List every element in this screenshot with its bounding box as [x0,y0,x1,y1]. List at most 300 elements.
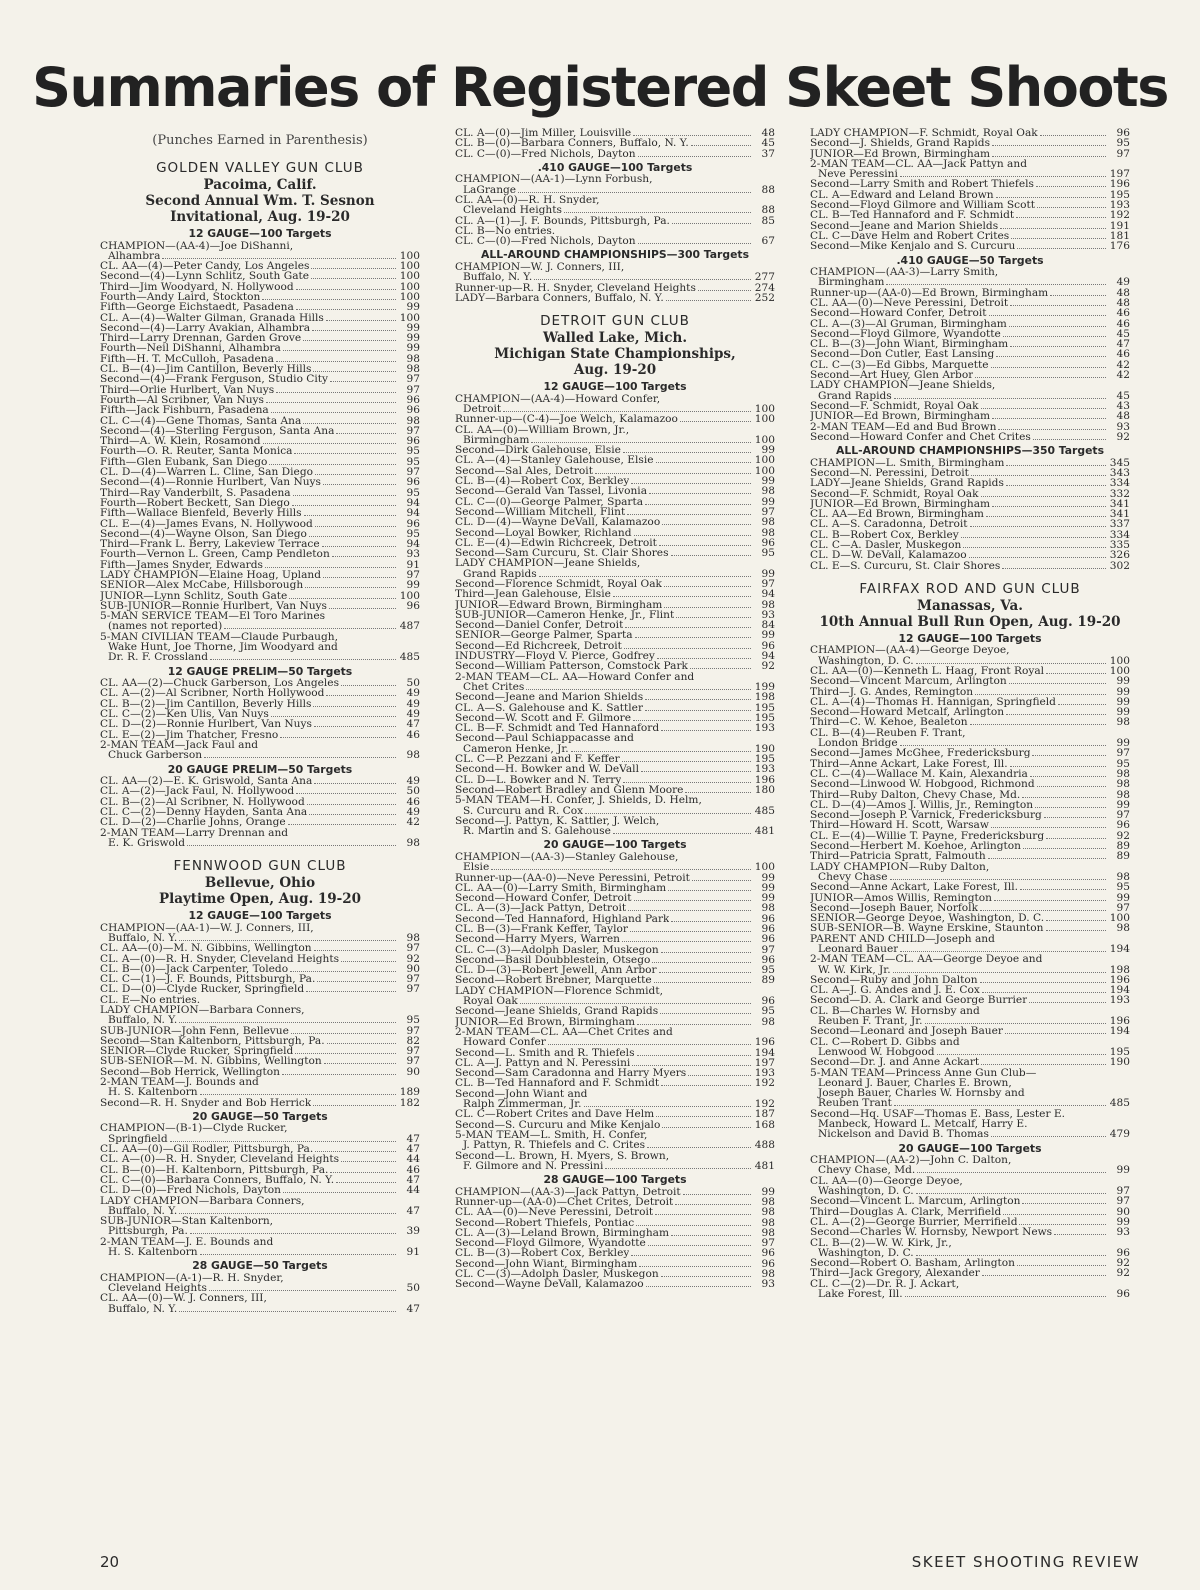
leader-dots [982,992,1106,993]
result-score: 47 [406,1173,420,1186]
result-row [100,1293,420,1303]
result-row [810,965,1130,975]
result-row [810,267,1130,277]
leader-dots [894,398,1106,399]
result-label: 2-MAN TEAM—Ed and Bud Brown [810,421,997,432]
result-row [810,360,1130,370]
leader-dots [680,421,751,422]
leader-dots [632,1065,751,1066]
result-label: CL. C—Dave Helm and Robert Crites [810,230,1010,242]
leader-dots [675,1204,751,1205]
leader-dots [975,377,1106,378]
result-row [810,985,1130,995]
result-score: 100 [754,454,775,467]
result-score: 98 [761,1226,775,1239]
leader-dots [571,751,751,752]
leader-dots [628,910,751,911]
result-score: 98 [761,902,775,915]
result-label: Washington, D. C. [818,655,914,666]
result-label: Royal Oak [463,996,518,1007]
result-score: 46 [406,1163,420,1176]
leader-dots [323,484,396,485]
result-row [100,984,420,994]
result-label: Fifth—Wallace Bienfeld, Beverly Hills [100,508,302,519]
result-score: 97 [1116,1185,1130,1198]
club-location: Manassas, Va. [917,597,1023,614]
result-row [100,251,420,261]
result-label: CL. AA—(4)—Peter Candy, Los Angeles [100,261,310,272]
result-label: CL. D—(4)—Warren L. Cline, San Diego [100,467,313,478]
leader-dots [656,462,752,463]
result-score: 485 [1109,1097,1130,1110]
leader-dots [659,545,751,546]
result-score: 181 [1109,229,1130,242]
magazine-name: SKEET SHOOTING REVIEW [911,1553,1140,1571]
leader-dots [916,1193,1106,1194]
result-score: 99 [1116,675,1130,688]
leader-dots [520,1003,751,1004]
punches-note: (Punches Earned in Parenthesis) [152,133,368,148]
leader-dots [992,156,1106,157]
result-label: CL. D—L. Bowker and N. Terry [455,774,622,785]
result-score: 47 [406,1204,420,1217]
result-score: 95 [761,1005,775,1018]
result-label: Second—Ruby and John Dalton [810,974,978,986]
result-row [810,1016,1130,1026]
result-row [100,508,420,518]
leader-dots [916,1255,1106,1256]
result-row [455,816,775,826]
result-score: 100 [399,290,420,303]
club-block [100,160,420,848]
result-row [100,1283,420,1293]
leader-dots [276,361,396,362]
result-label: Runner-up—(C-4)—Joe Welch, Kalamazoo [455,414,678,425]
result-label: Second—John Wiant and [455,1088,588,1100]
result-score: 90 [1116,1205,1130,1218]
result-score: 91 [406,558,420,571]
result-row [810,1248,1130,1258]
result-row [100,688,420,698]
result-label: Second—(4)—Frank Ferguson, Studio City [100,374,329,385]
result-label: Third—J. G. Andes, Remington [810,686,974,697]
page-number: 20 [100,1553,120,1571]
leader-dots [283,1192,396,1193]
result-label: CL. E—S. Curcuru, St. Clair Shores [810,560,1001,571]
result-label: Second—Charles W. Hornsby, Newport News [810,1227,1053,1238]
result-score: 90 [406,962,420,975]
result-score: 95 [1116,137,1130,150]
club-event-title: Playtime Open, Aug. 19-20 [158,891,362,908]
result-row [455,425,775,435]
result-score: 334 [1109,477,1130,490]
result-row [455,1089,775,1099]
result-label: CHAMPION—(AA-3)—Jack Pattyn, Detroit [455,1186,681,1197]
result-label: Second—Herbert M. Koehoe, Arlington [810,841,1021,852]
club-event-title: Michigan State Championships, [494,346,736,363]
leader-dots [276,392,396,393]
result-row [810,934,1130,944]
leader-dots [645,699,751,700]
result-row [455,1218,775,1228]
result-score: 96 [761,536,775,549]
result-row [455,466,775,476]
result-score: 45 [761,137,775,150]
result-score: 42 [1116,369,1130,382]
result-row [810,499,1130,509]
result-score: 96 [1116,1287,1130,1300]
leader-dots [291,1033,396,1034]
result-row [455,975,775,985]
result-label: Second—Anne Ackart, Lake Forest, Ill. [810,882,1018,893]
result-score: 195 [754,753,775,766]
result-score: 95 [406,445,420,458]
leader-dots [1050,295,1106,296]
leader-dots [595,473,751,474]
leader-dots [179,1213,396,1214]
result-score: 99 [406,301,420,314]
result-row [455,703,775,713]
gauge-heading: 20 GAUGE—50 Targets [192,1109,328,1123]
result-label: Second—Robert Thiefels, Pontiac [455,1217,635,1228]
leader-dots [991,1136,1106,1137]
result-row [455,558,775,568]
leader-dots [526,689,751,690]
leader-dots [266,402,396,403]
leader-dots [994,900,1106,901]
result-row [100,457,420,467]
result-score: 92 [1116,829,1130,842]
leader-dots [262,299,396,300]
result-label: LADY CHAMPION—Jeane Shields, [810,380,996,391]
result-row [455,1151,775,1161]
result-label: SUB-SENIOR—M. N. Gibbins, Wellington [100,1056,322,1067]
result-score: 48 [1116,286,1130,299]
leader-dots [209,1290,396,1291]
leader-dots [894,1105,1106,1106]
result-row [810,1129,1130,1139]
result-label: Third—Patricia Spratt, Falmouth [810,851,986,862]
club-event-title: Second Annual Wm. T. Sesnon [145,193,375,209]
result-score: 46 [406,728,420,741]
result-row [455,873,775,883]
leader-dots [664,586,751,587]
result-label: Second—Don Cutler, East Lansing [810,349,995,360]
result-label: CL. AA—(0)—W. J. Conners, III, [100,1293,267,1304]
result-row [455,476,775,486]
result-row [455,1238,775,1248]
result-label: J. Pattyn, R. Thiefels and C. Crites [463,1140,646,1151]
result-score: 97 [406,1055,420,1068]
result-row [455,517,775,527]
result-row [455,795,775,805]
result-label: Second—D. A. Clark and George Burrier [810,995,1028,1006]
result-row [455,128,775,138]
result-row [455,903,775,913]
leader-dots [162,258,396,259]
result-row [100,974,420,984]
leader-dots [1035,807,1106,808]
result-score: 96 [1116,1246,1130,1259]
leader-dots [265,567,396,568]
result-row [100,1196,420,1206]
result-score: 194 [754,1046,775,1059]
result-score: 98 [761,1216,775,1229]
leader-dots [989,315,1107,316]
result-label: Chet Crites [463,681,525,693]
club-name: DETROIT GUN CLUB [540,313,690,330]
leader-dots [1006,485,1106,486]
leader-dots [633,720,751,721]
result-row [455,955,775,965]
result-row [100,549,420,559]
result-row [100,838,420,848]
result-row [810,872,1130,882]
leader-dots [661,1085,751,1086]
club-name: FENNWOOD GUN CLUB [173,858,347,875]
result-row [455,641,775,651]
result-row [100,1175,420,1185]
result-row [455,548,775,558]
result-label: LADY CHAMPION—Jeane Shields, [455,558,641,569]
result-score: 100 [399,311,420,324]
result-score: 98 [761,1206,775,1219]
result-row [455,414,775,424]
result-score: 199 [754,680,775,693]
club-event-title: Invitational, Aug. 19-20 [170,209,350,225]
result-label: CHAMPION—(A-1)—R. H. Snyder, [100,1272,284,1284]
result-label: Second—Dr. J. and Anne Ackart [810,1057,980,1068]
result-label: Wake Hunt, Joe Thorne, Jim Woodyard and [108,642,338,653]
result-label: R. Martin and S. Galehouse [463,826,611,837]
result-score: 99 [406,342,420,355]
result-row [100,632,420,642]
result-row [810,200,1130,210]
result-score: 91 [406,1246,420,1259]
result-label: Second—Gerald Van Tassel, Livonia [455,486,648,497]
result-score: 89 [761,974,775,987]
result-label: Second—Paul Schiappacasse and [455,733,634,744]
leader-dots [304,515,396,516]
result-row [810,298,1130,308]
result-score: 84 [761,619,775,632]
result-label: CL. AA—(2)—E. K. Griswold, Santa Ana [100,776,313,787]
result-label: CL. B—(4)—Robert Cox, Berkley [455,476,630,487]
result-label: Third—Anne Ackart, Lake Forest, Ill. [810,758,1008,769]
result-row [455,216,775,226]
result-row [455,435,775,445]
leader-dots [307,804,396,805]
result-label: CL. E—(4)—James Evans, N. Hollywood [100,518,313,529]
leader-dots [1020,889,1106,890]
result-score: 96 [406,393,420,406]
result-score: 89 [1116,850,1130,863]
result-row [810,893,1130,903]
leader-dots [1010,346,1106,347]
result-score: 193 [1109,199,1130,212]
result-score: 88 [761,183,775,196]
result-score: 195 [1109,188,1130,201]
result-score: 196 [1109,1015,1130,1028]
leader-dots [661,952,751,953]
result-label: JUNIOR—Edward Brown, Birmingham [455,599,663,610]
result-row [455,1048,775,1058]
result-score: 96 [761,953,775,966]
result-label: JUNIOR—Ed Brown, Birmingham [810,411,991,422]
column-1 [100,128,420,1320]
result-label: 2-MAN TEAM—Larry Drennan and [100,827,289,838]
result-row [810,1155,1130,1165]
result-score: 189 [399,1086,420,1099]
result-label: CL. B—(0)—Jack Carpenter, Toledo [100,963,289,975]
leader-dots [1037,207,1106,208]
result-score: 99 [1116,1164,1130,1177]
result-label: 2-MAN TEAM—CL. AA—Jack Pattyn and [810,158,1027,170]
leader-dots [890,879,1107,880]
result-row [810,159,1130,169]
result-row [100,1185,420,1195]
result-row [810,862,1130,872]
club-event-title: Aug. 19-20 [573,362,657,379]
result-label: SENIOR—Alex McCabe, Hillsborough [100,580,304,591]
result-label: Second—Joseph Bauer, Norfolk [810,902,978,914]
result-label: F. Gilmore and N. Pressini [463,1160,604,1172]
result-label: CL. AA—(0)—Larry Smith, Birmingham [455,882,667,894]
result-label: CHAMPION—(AA-4)—Howard Confer, [455,393,661,404]
result-score: 47 [406,718,420,731]
result-label: Pittsburgh, Pa. [108,1226,188,1237]
result-label: CL. AA—(0)—M. N. Gibbins, Wellington [100,943,312,954]
result-row [810,831,1130,841]
result-label: CHAMPION—(AA-3)—Stanley Galehouse, [455,851,679,863]
result-row [455,262,775,272]
result-row [455,914,775,924]
result-label: Third—Jack Gregory, Alexander [810,1268,980,1279]
result-label: Second—Ted Hannaford, Highland Park [455,913,670,924]
result-label: Third—Orlie Hurlbert, Van Nuys [100,384,275,395]
gauge-heading: .410 GAUGE—100 Targets [537,160,693,174]
leader-dots [645,504,751,505]
result-label: Third—Howard H. Scott, Warsaw [810,820,989,831]
club-location: Bellevue, Ohio [204,875,316,892]
result-score: 99 [1116,1215,1130,1228]
result-label: Springfield [108,1133,168,1145]
leader-dots [263,443,396,444]
result-label: CL. A—S. Caradonna, Detroit [810,519,968,530]
leader-dots [313,706,396,707]
result-score: 94 [406,538,420,551]
leader-dots [336,1182,396,1183]
result-label: Runner-up—(AA-0)—Neve Peressini, Petroit [455,872,690,883]
result-row [100,467,420,477]
result-label: Chevy Chase [818,871,888,883]
result-label: Third—Jim Woodyard, N. Hollywood [100,281,294,292]
leader-dots [633,135,751,136]
leader-dots [925,1023,1106,1024]
leader-dots [917,1172,1106,1173]
result-label: W. W. Kirk, Jr. [818,964,891,975]
leader-dots [1058,704,1106,705]
result-row [810,697,1130,707]
leader-dots [179,940,396,941]
result-score: 98 [761,598,775,611]
result-row [810,944,1130,954]
result-row [455,174,775,184]
result-row [810,128,1130,138]
result-row [455,744,775,754]
result-label: Third—Ruby Dalton, Chevy Chase, Md. [810,789,1021,800]
leader-dots [690,668,751,669]
result-row [810,458,1130,468]
leader-dots [672,223,751,224]
result-row [810,779,1130,789]
result-score: 97 [406,983,420,996]
result-row [810,411,1130,421]
result-row [455,497,775,507]
leader-dots [981,496,1106,497]
result-score: 326 [1109,549,1130,562]
result-row [100,730,420,740]
leader-dots [668,890,751,891]
leader-dots [641,771,751,772]
result-label: CL. D—(0)—Fred Nichols, Dayton [100,1185,281,1196]
result-score: 49 [406,805,420,818]
result-row [455,528,775,538]
result-row [810,666,1130,676]
result-label: Birmingham [463,434,530,446]
result-row [100,964,420,974]
result-score: 97 [406,942,420,955]
result-label: Third—Frank L. Berry, Lakeview Terrace [100,539,320,550]
result-score: 47 [406,1132,420,1145]
club-name: FAIRFAX ROD AND GUN CLUB [859,580,1081,597]
leader-dots [639,1266,751,1267]
result-label: CL. A—(0)—Jim Miller, Louisville [455,128,632,139]
leader-dots [637,1055,751,1056]
result-row [810,1006,1130,1016]
result-row [455,1207,775,1217]
result-score: 182 [399,1096,420,1109]
leader-dots [613,596,751,597]
result-row [455,661,775,671]
leader-dots [900,951,1106,952]
gauge-heading: 12 GAUGE—100 Targets [543,380,687,394]
result-score: 198 [754,691,775,704]
result-score: 99 [1116,685,1130,698]
result-row [810,519,1130,529]
result-row [100,529,420,539]
result-row [100,261,420,271]
leader-dots [1029,1002,1106,1003]
result-row [100,364,420,374]
leader-dots [312,330,396,331]
result-label: LADY CHAMPION—F. Schmidt, Royal Oak [810,128,1038,139]
result-score: 176 [1109,240,1130,253]
leader-dots [1017,248,1106,249]
result-row [810,1037,1130,1047]
leader-dots [613,833,751,834]
leader-dots [986,516,1106,517]
result-label: SENIOR—Clyde Rucker, Springfield [100,1046,294,1057]
result-score: 98 [761,1015,775,1028]
result-row [455,283,775,293]
result-label: Reuben F. Trant, Jr. [818,1016,923,1027]
result-row [455,293,775,303]
result-row [810,851,1130,861]
leader-dots [564,212,751,213]
result-row [810,432,1130,442]
result-row [100,1165,420,1175]
